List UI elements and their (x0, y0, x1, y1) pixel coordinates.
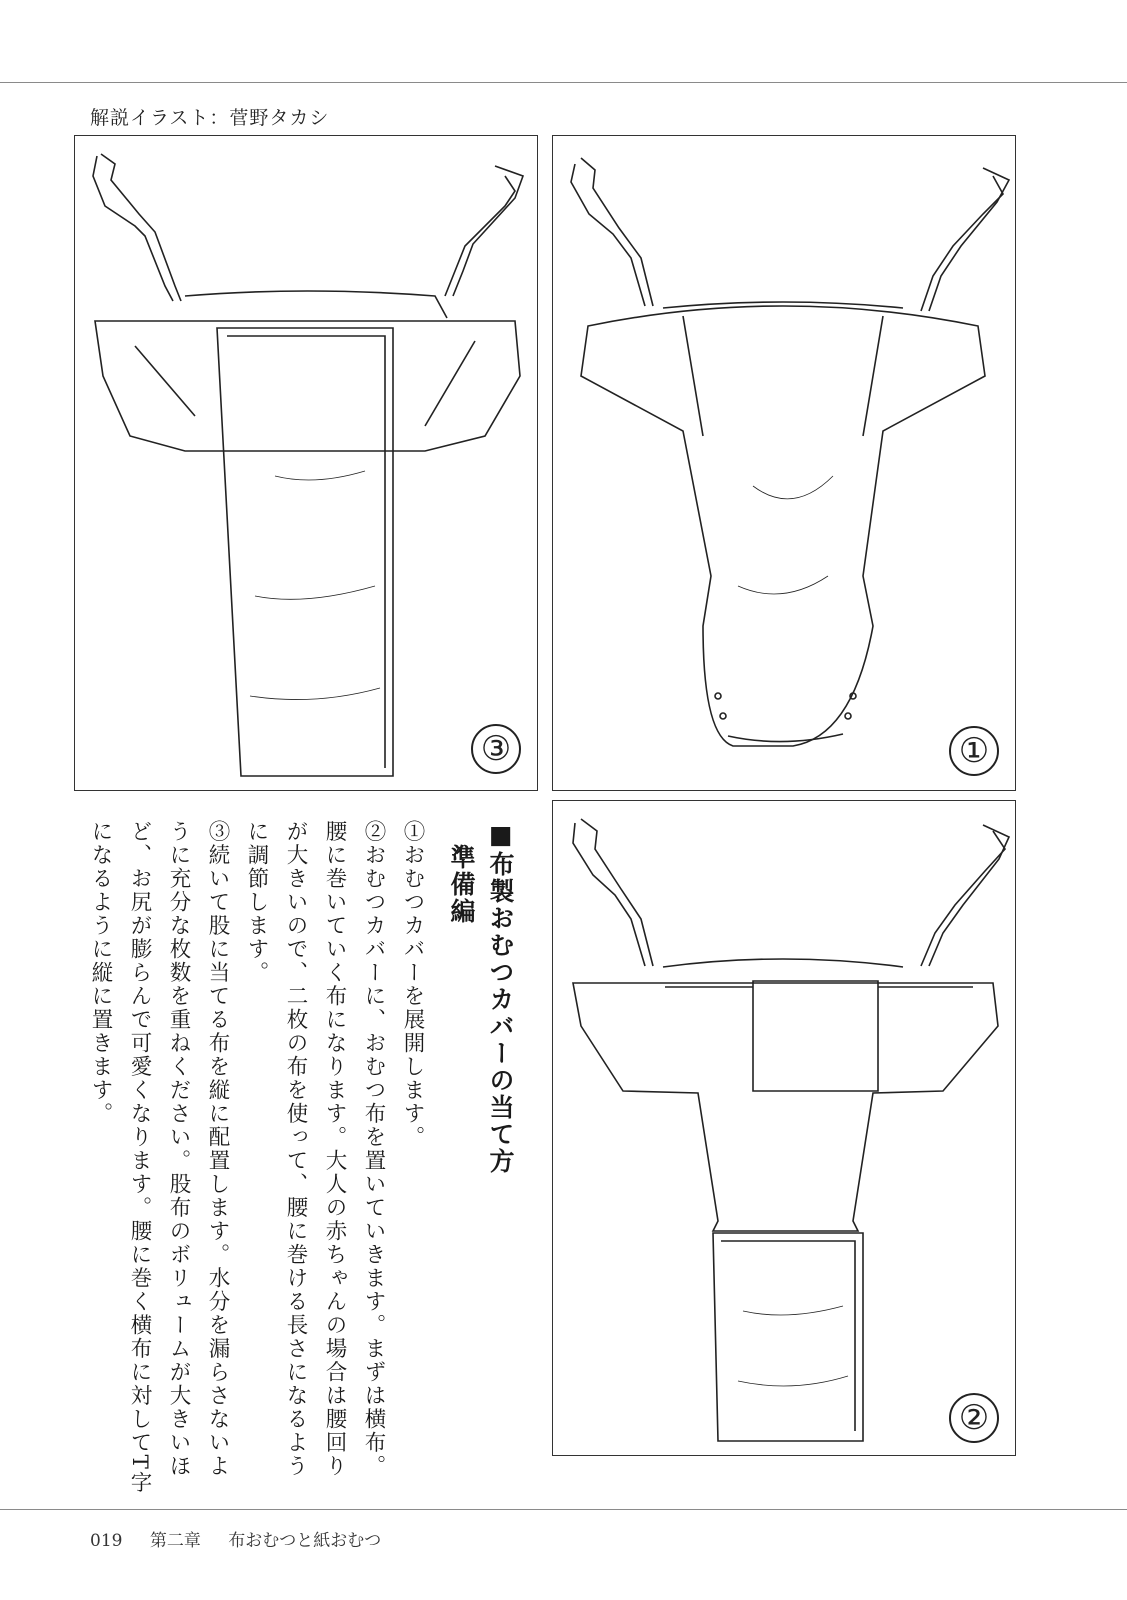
section-heading-title: ■布製おむつカバーの当て方 (486, 820, 515, 1175)
panel-number-badge: ① (949, 726, 999, 776)
section-heading (442, 820, 520, 1500)
chapter-title: 布おむつと紙おむつ (228, 1531, 382, 1551)
header-rule (0, 82, 1127, 83)
page-number: 019 (90, 1531, 123, 1551)
illustration-panel-2 (552, 800, 1016, 1456)
page-footer (90, 1526, 403, 1551)
step-2-paragraph: ②おむつカバーに、おむつ布を置いていきます。まずは横布。腰に巻いていく布になります。大人の赤ちゃんの場合は腰回りが大きいので、二枚の布を使って、腰に巻ける長さになるように調節します。 (244, 820, 386, 1478)
diaper-cover-with-side-cloths-illustration (553, 801, 1017, 1457)
panel-number-badge: ③ (471, 724, 521, 774)
opened-diaper-cover-illustration (553, 136, 1017, 792)
step-3-paragraph: ③続いて股に当てる布を縦に配置します。水分を漏らさないように充分な枚数を重ねください。股布のボリュームが大きいほど、お尻が膨らんで可愛くなります。腰に巻く横布に対してT字になるように縦に置きます。 (88, 820, 230, 1495)
chapter-label: 第二章 (149, 1531, 201, 1551)
footer-rule (0, 1509, 1127, 1510)
section-heading-subtitle: 準備編 (447, 844, 476, 925)
illustration-panel-1 (552, 135, 1016, 791)
panel-number-badge: ② (949, 1393, 999, 1443)
illustration-panel-3 (74, 135, 538, 791)
illustration-credit: 解説イラスト：菅野タカシ (90, 107, 330, 129)
diaper-cover-with-center-strip-illustration (75, 136, 539, 792)
instruction-text (80, 820, 520, 1500)
step-1-paragraph: ①おむつカバーを展開します。 (400, 820, 425, 1149)
